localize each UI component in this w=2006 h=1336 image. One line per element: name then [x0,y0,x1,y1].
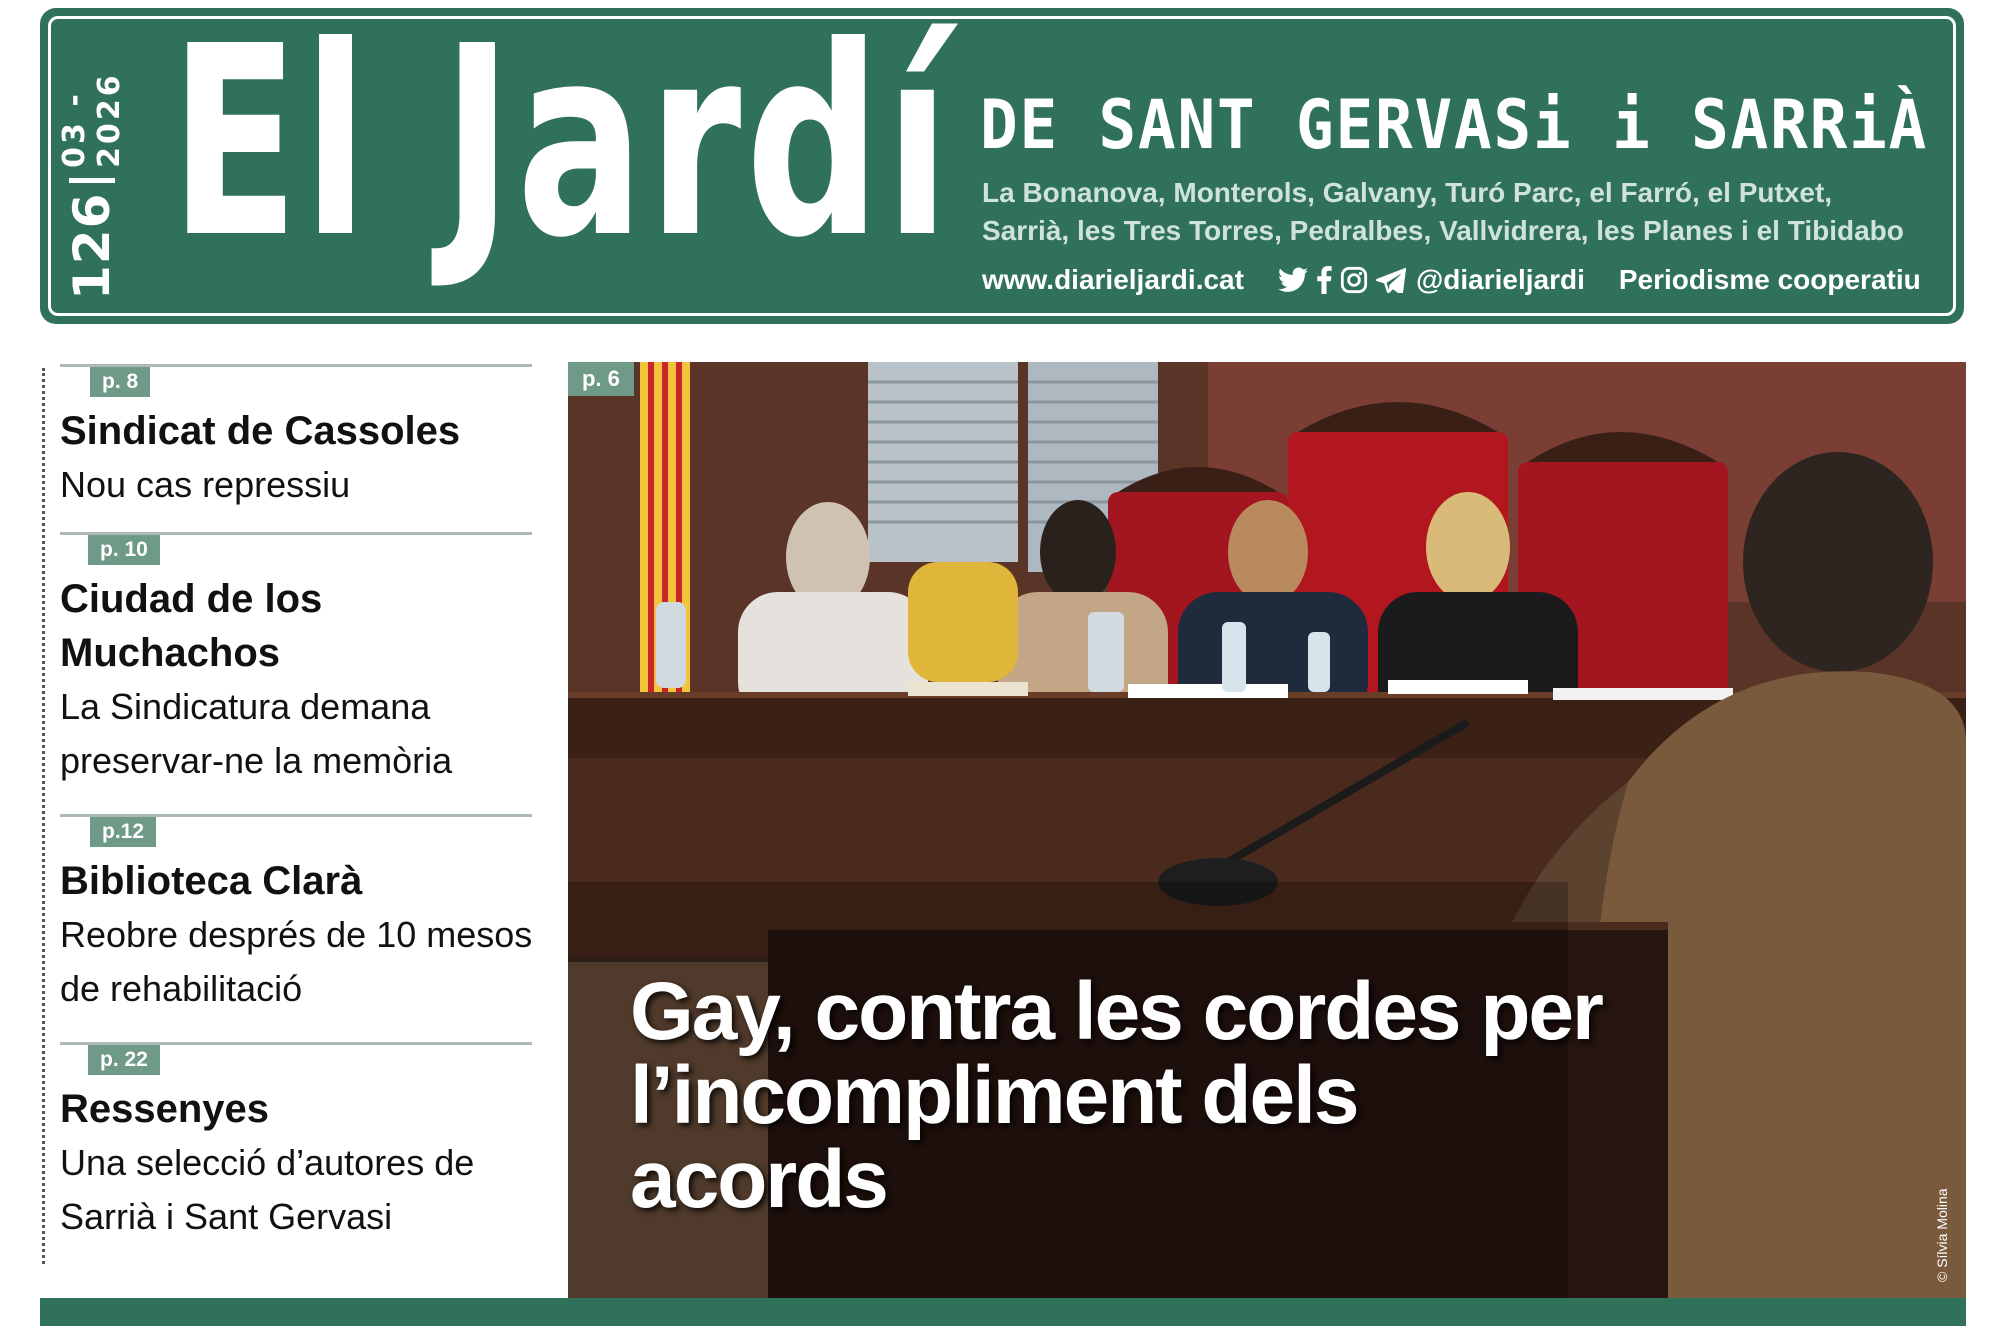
newspaper-subtitle: DE SANT GERVASi i SARRiÀ [980,86,1929,165]
issue-separator [69,178,115,183]
neighborhoods-line-2: Sarrià, les Tres Torres, Pedralbes, Vallvidrera, les Planes i el Tibidabo [982,215,1904,246]
teaser-item[interactable] [60,532,532,812]
teaser-item[interactable] [60,1042,532,1270]
page-tag: p. 10 [88,535,160,565]
teaser-title[interactable]: Sindicat de Cassoles [60,409,461,453]
teaser-title[interactable]: Biblioteca Clarà [60,859,363,903]
social-handle[interactable]: @diarieljardi [1415,264,1585,295]
issue-number: 126 [63,192,121,300]
page-tag: p. 22 [88,1045,160,1075]
tagline: Periodisme cooperatiu [1618,264,1921,295]
issue-date: 03 - 2026 [57,72,127,168]
teaser-item[interactable] [60,364,532,534]
instagram-icon[interactable] [1340,266,1368,294]
teaser-title[interactable]: Ciudad de los Muchachos [60,577,323,675]
facebook-icon[interactable] [1316,266,1332,294]
page-tag: p. 8 [90,367,150,397]
neighborhoods-line-1: La Bonanova, Monterols, Galvany, Turó Parc, el Farró, el Putxet, [982,177,1833,208]
issue-info [57,20,127,300]
bottom-bar [40,1298,1966,1326]
newspaper-logo[interactable]: El Jardí [170,0,954,295]
main-story-photo[interactable] [568,362,1966,1298]
telegram-icon[interactable] [1376,267,1406,293]
website-link[interactable]: www.diarieljardi.cat [982,264,1244,295]
teaser-description: Nou cas repressiu [60,464,351,505]
sidebar-dotted-rule [42,368,45,1264]
page-tag: p. 6 [568,362,634,396]
neighborhoods-list [982,174,1942,250]
sidebar [42,364,542,1264]
teaser-description: Una selecció d’autores de Sarrià i Sant Gervasi [60,1142,475,1237]
main-headline[interactable]: Gay, contra les cordes per l’incompliment dels acords [630,966,1602,1225]
teaser-title[interactable]: Ressenyes [60,1087,270,1131]
page-tag: p.12 [90,817,156,847]
teaser-description: La Sindicatura demana preservar-ne la memòria [60,686,453,781]
contact-row [982,260,1922,300]
twitter-icon[interactable] [1278,267,1308,293]
teaser-description: Reobre després de 10 mesos de rehabilitació [60,914,533,1009]
social-icons [1278,266,1406,294]
teaser-item[interactable] [60,814,532,1042]
photo-credit: © Sílvia Molina [1934,1188,1950,1282]
